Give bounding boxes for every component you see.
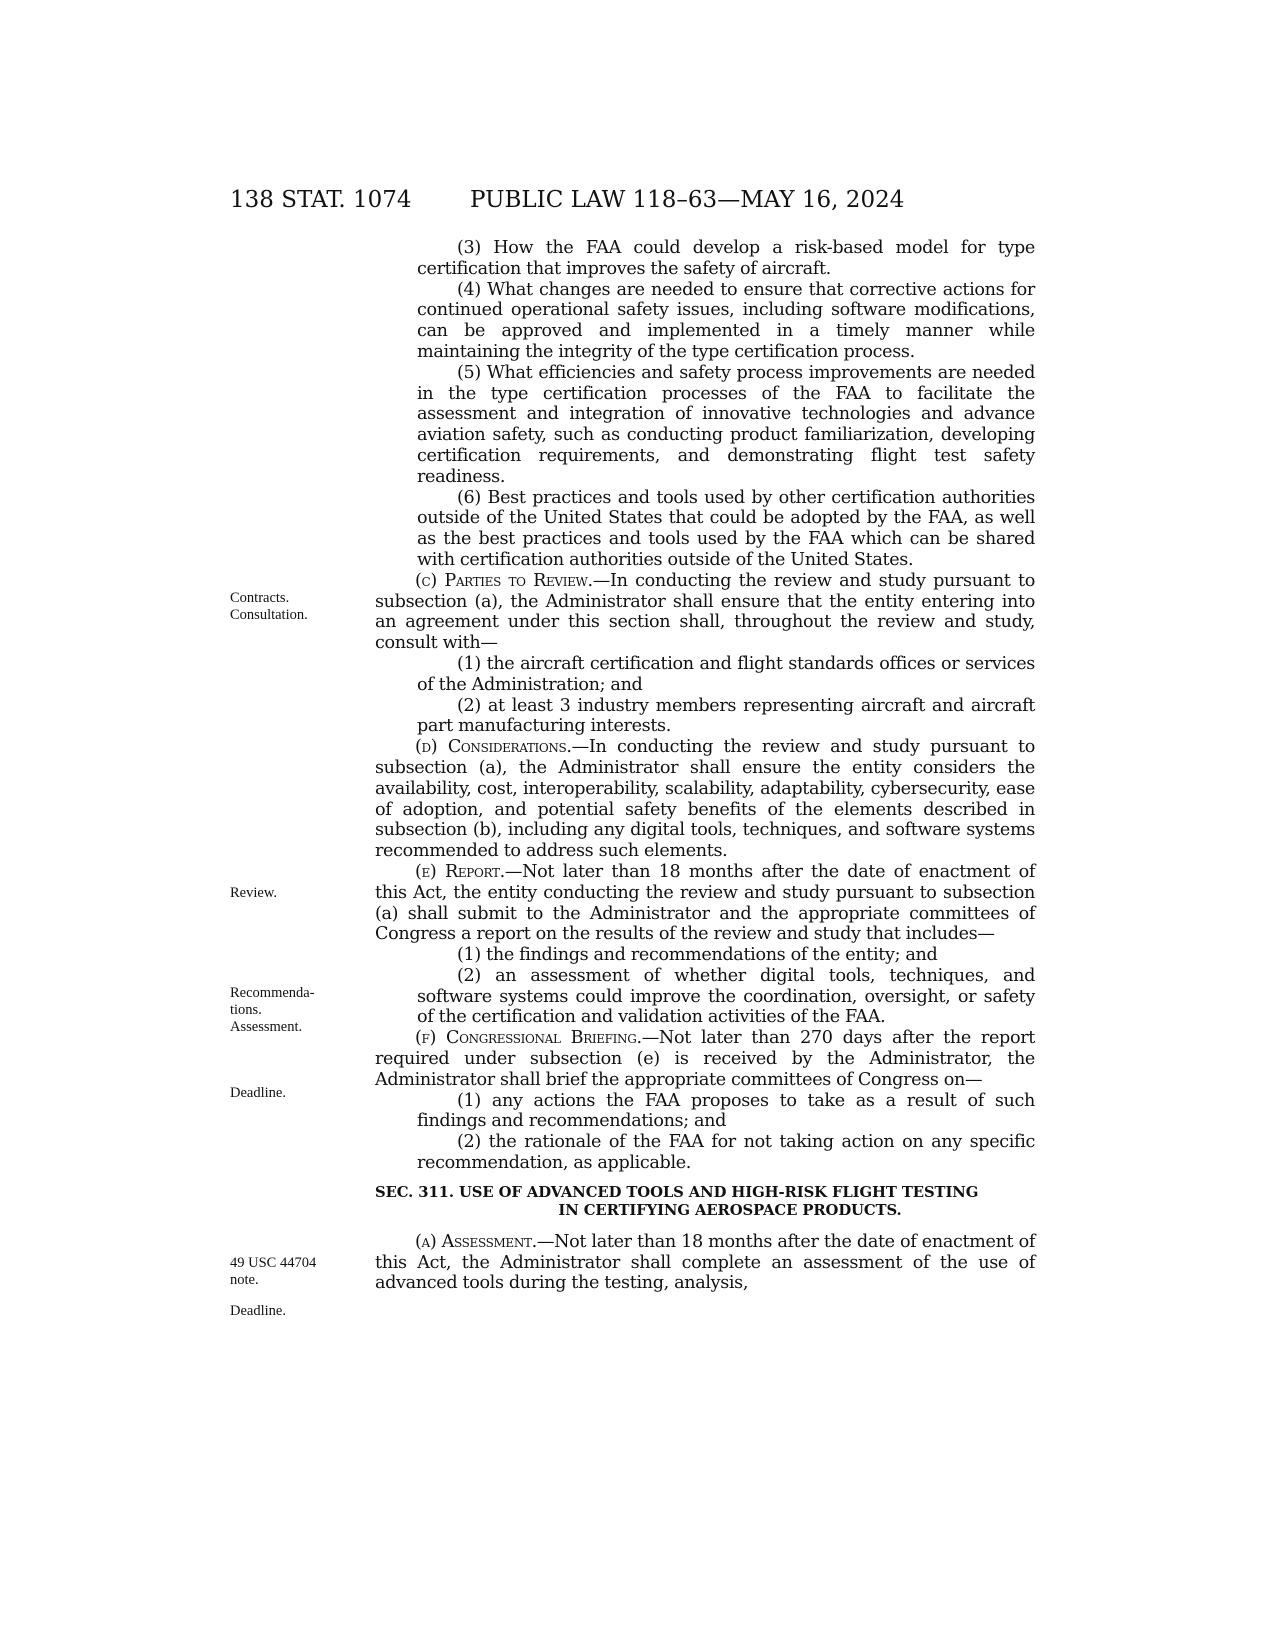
- subsection-e: [375, 862, 1035, 945]
- sidenote-usc-note: 49 USC 44704 note.: [230, 1255, 317, 1288]
- paragraph-b6: (6) Best practices and tools used by other certification authorities outside of the United States that could be adopted by the FAA, as well as the best practices and tools used by the FAA which can be shared with certification authorities outside of the United States.: [417, 487, 1035, 570]
- subsection-c-text: —In conducting the review and study pursuant to subsection (a), the Administrator shall ensure that the entity entering into an agreement under this section shall, throughout the review and study, consult with—: [375, 570, 1035, 654]
- subsection-c: [375, 571, 1035, 654]
- paragraph-b5: (5) What efficiencies and safety process improvements are needed in the type certification processes of the FAA to facilitate the assessment and integration of innovative technologies and advance aviation safety, such as conducting product familiarization, developing certification requirements, and demonstrating flight test safety readiness.: [417, 362, 1035, 487]
- subsection-f-heading: (f) Congressional Briefing.: [415, 1028, 642, 1049]
- paragraph-f2: (2) the rationale of the FAA for not taking action on any specific recommendation, as applicable.: [417, 1132, 1035, 1174]
- subsection-d-heading: (d) Considerations.: [415, 737, 572, 758]
- sidenote-contracts: Contracts. Consultation.: [230, 590, 308, 623]
- subsection-d-text: —In conducting the review and study pursuant to subsection (a), the Administrator shall ensure the entity considers the availability, cost, interoperability, scalability, adaptability, cybersecurity, ease of adoption, and potential safety benefits of the elements described in subsection (b), including any digital tools, techniques, and software systems recommended to address such elements.: [375, 737, 1035, 862]
- sidenote-deadline-f: Deadline.: [230, 1085, 286, 1101]
- page-header: [0, 180, 1275, 220]
- subsection-e-text: —Not later than 18 months after the date of enactment of this Act, the entity conducting the review and study pursuant to subsection (a) shall submit to the Administrator and the appropriate committees of Congress a report on the results of the review and study that includes—: [375, 861, 1035, 945]
- paragraph-b3: (3) How the FAA could develop a risk-based model for type certification that improves the safety of aircraft.: [417, 238, 1035, 279]
- section-311-heading: [375, 1184, 1035, 1220]
- subsection-d: [375, 737, 1035, 862]
- paragraph-c2: (2) at least 3 industry members representing aircraft and aircraft part manufacturing interests.: [417, 695, 1035, 737]
- sidenote-recommendations: Recommenda- tions. Assessment.: [230, 985, 315, 1035]
- subsection-e-heading: (e) Report.: [415, 861, 505, 882]
- paragraph-f1: (1) any actions the FAA proposes to take as a result of such findings and recommendations; and: [417, 1090, 1035, 1132]
- paragraph-e1: (1) the findings and recommendations of the entity; and: [457, 945, 938, 966]
- subsection-a-heading: (a) Assessment.: [415, 1231, 537, 1252]
- section-311-subsection-a: [375, 1232, 1035, 1294]
- sidenote-review: Review.: [230, 885, 277, 901]
- sidenote-deadline-a: Deadline.: [230, 1303, 286, 1319]
- stat-page-number: 138 STAT. 1074: [230, 187, 412, 213]
- subsection-f-text: —Not later than 270 days after the report required under subsection (e) is received by the Administrator, the Administrator shall brief the appropriate committees of Congress on—: [375, 1028, 1035, 1090]
- section-heading-line-2: IN CERTIFYING AEROSPACE PRODUCTS.: [558, 1201, 902, 1219]
- section-heading-line-1: SEC. 311. USE OF ADVANCED TOOLS AND HIGH-RISK FLIGHT TESTING: [375, 1183, 979, 1201]
- paragraph-c1: (1) the aircraft certification and flight standards offices or services of the Administration; and: [417, 653, 1035, 695]
- main-text-column: [375, 238, 1035, 1294]
- paragraph-e2: (2) an assessment of whether digital tools, techniques, and software systems could improve the coordination, oversight, or safety of the certification and validation activities of the FAA.: [417, 965, 1035, 1028]
- subsection-f: [375, 1028, 1035, 1090]
- subsection-c-heading: (c) Parties to Review.: [415, 570, 593, 591]
- subsection-a-text: —Not later than 18 months after the date of enactment of this Act, the Administrator shall complete an assessment of the use of advanced tools during the testing, analysis,: [375, 1231, 1035, 1294]
- public-law-title: PUBLIC LAW 118–63—MAY 16, 2024: [470, 187, 905, 213]
- paragraph-b4: (4) What changes are needed to ensure that corrective actions for continued operational safety issues, including software modifications, can be approved and implemented in a timely manner while maintaining the integrity of the type certification process.: [417, 279, 1035, 362]
